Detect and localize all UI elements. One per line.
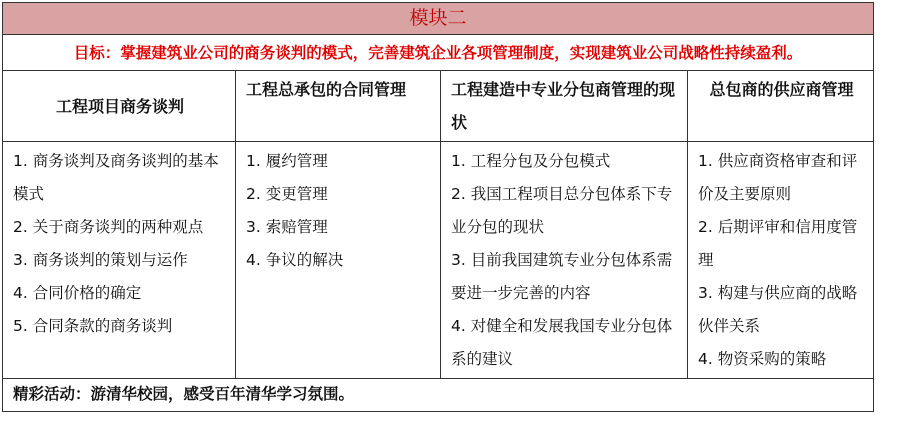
- content-row: [3, 142, 874, 379]
- list-item: 4. 物资采购的策略: [698, 350, 827, 368]
- column-list-contract-management: [236, 142, 441, 379]
- list-item: 1. 履约管理: [246, 152, 328, 170]
- column-list-business-negotiation: [3, 142, 236, 379]
- list-item: 3. 构建与供应商的战略伙伴关系: [698, 284, 858, 335]
- list-item: 3. 索赔管理: [246, 218, 328, 236]
- module-title: 模块二: [3, 3, 874, 35]
- list-item: 2. 我国工程项目总分包体系下专业分包的现状: [451, 185, 673, 236]
- list-item: 4. 合同价格的确定: [13, 284, 142, 302]
- list-item: 2. 变更管理: [246, 185, 328, 203]
- header-row: [3, 71, 874, 142]
- list-item: 4. 争议的解决: [246, 251, 344, 269]
- list-item: 1. 商务谈判及商务谈判的基本模式: [13, 152, 219, 203]
- column-header-contract-management: 工程总承包的合同管理: [236, 71, 441, 142]
- column-header-business-negotiation: 工程项目商务谈判: [3, 71, 236, 142]
- column-list-supplier-management: [688, 142, 874, 379]
- activity-text: 精彩活动：游清华校园，感受百年清华学习氛围。: [3, 379, 874, 412]
- list-item: 4. 对健全和发展我国专业分包体系的建议: [451, 317, 673, 368]
- list-item: 1. 工程分包及分包模式: [451, 152, 611, 170]
- activity-row: [3, 379, 874, 412]
- list-item: 1. 供应商资格审查和评价及主要原则: [698, 152, 858, 203]
- module-table: [2, 2, 874, 412]
- list-item: 5. 合同条款的商务谈判: [13, 317, 173, 335]
- list-item: 2. 关于商务谈判的两种观点: [13, 218, 204, 236]
- title-row: [3, 3, 874, 35]
- goal-row: [3, 35, 874, 71]
- module-goal: 目标：掌握建筑业公司的商务谈判的模式，完善建筑企业各项管理制度，实现建筑业公司战略性持续盈利。: [3, 35, 874, 71]
- column-header-subcontractor-management: 工程建造中专业分包商管理的现状: [441, 71, 688, 142]
- column-header-supplier-management: 总包商的供应商管理: [688, 71, 874, 142]
- list-item: 3. 目前我国建筑专业分包体系需要进一步完善的内容: [451, 251, 673, 302]
- list-item: 3. 商务谈判的策划与运作: [13, 251, 188, 269]
- list-item: 2. 后期评审和信用度管理: [698, 218, 858, 269]
- column-list-subcontractor-management: [441, 142, 688, 379]
- module-table-wrapper: [2, 2, 873, 412]
